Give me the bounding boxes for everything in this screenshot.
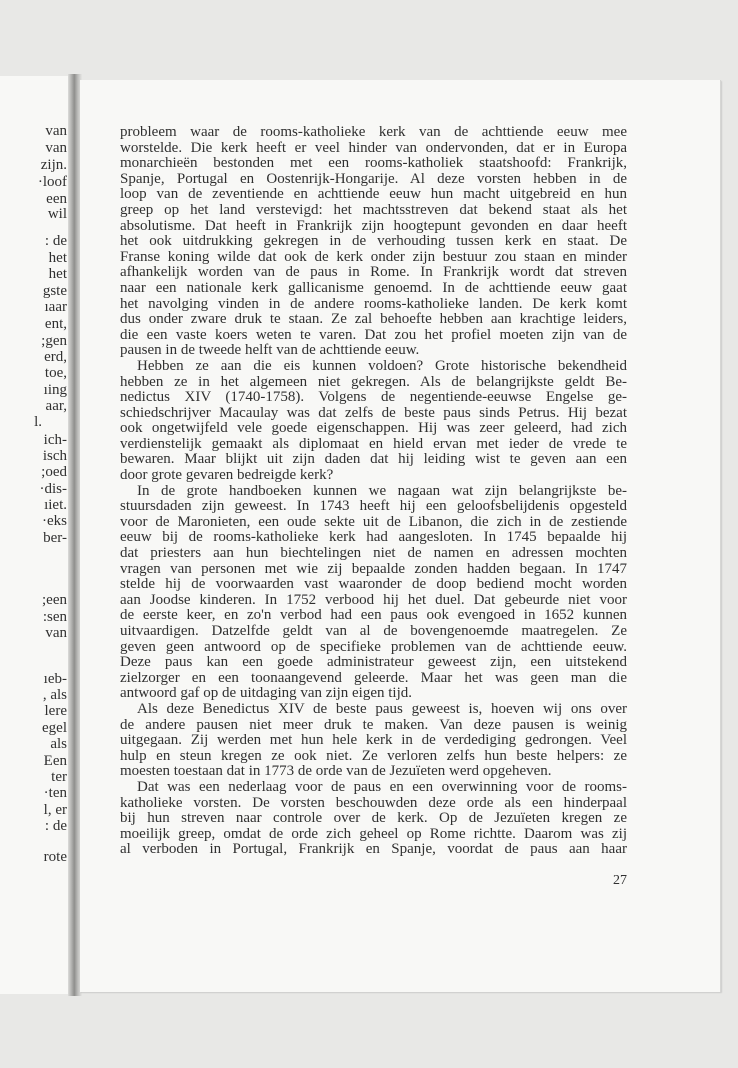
previous-page-fragment: van xyxy=(45,123,67,139)
text-line: verdienstelijk gemaakt als diplomaat en hield ervan met ieder de vrede te xyxy=(120,435,627,452)
previous-page-fragment: Een xyxy=(43,753,67,769)
text-line: loop van de zeventiende en achttiende eeuw hun macht uitgebreid en hun xyxy=(120,186,627,203)
previous-page-fragment: : de xyxy=(44,818,67,834)
text-line: die een vaste koers weten te varen. Dat zou het profiel moeten zijn van de xyxy=(120,326,627,343)
previous-page-fragment: van xyxy=(45,140,67,156)
text-line: voor de Maronieten, een oude sekte uit de Libanon, die zich in de zestiende xyxy=(120,513,627,530)
previous-page-fragment: egel xyxy=(42,720,67,736)
text-line: zielzorger en een toonaangevend geleerde. Maar het was geen man die xyxy=(120,669,627,686)
text-line: uitgegaan. Zij werden met hun hele kerk in de verdediging gedrongen. Veel xyxy=(120,732,627,749)
text-line: nedictus XIV (1740-1758). Volgens de negentiende-eeuwse Engelse ge- xyxy=(120,389,627,406)
text-line: geven geen antwoord op de specifieke problemen van de achttiende eeuw. xyxy=(120,638,627,655)
text-line: bewaren. Maar blijkt uit zijn daden dat hij leiding wist te geven aan een xyxy=(120,451,627,468)
previous-page-fragment: ·loof xyxy=(37,174,67,190)
previous-page-fragment: l. xyxy=(34,414,42,430)
previous-page-fragment: lere xyxy=(44,703,67,719)
text-line: afhankelijk worden van de paus in Rome. In Frankrijk wordt dat streven xyxy=(120,264,627,281)
previous-page-fragment: aar, xyxy=(45,398,67,414)
text-line: door grote gevaren bedreigde kerk? xyxy=(120,467,334,484)
text-line: hulp en steun kregen ze ook niet. Ze verloren zelfs hun beste helpers: ze xyxy=(120,747,627,764)
previous-page-fragment: ıiet. xyxy=(44,497,67,513)
text-line: aan Joodse kinderen. In 1752 verbood hij het duel. Dat gebeurde niet voor xyxy=(120,591,627,608)
previous-page-text-fragments xyxy=(0,0,67,1068)
previous-page-fragment: , als xyxy=(42,687,67,703)
text-line: Als deze Benedictus XIV de beste paus geweest is, hoeven wij ons over xyxy=(137,700,627,717)
text-line: dat priesters aan hun biechtelingen niet de namen en adressen mochten xyxy=(120,545,627,562)
text-line: ook ongetwijfeld vele goede eigenschappen. Hij was zeer geleerd, had zich xyxy=(120,420,627,437)
previous-page-fragment: ·eks xyxy=(42,513,67,529)
text-line: Franse koning wilde dat ook de kerk onder zijn bestuur zou staan en minder xyxy=(120,248,627,265)
previous-page-fragment: ;een xyxy=(42,592,67,608)
previous-page-fragment: ·ten xyxy=(43,785,67,801)
paragraph xyxy=(120,780,627,858)
text-line: antwoord gaf op de uitdaging van zijn eigen tijd. xyxy=(120,685,413,702)
text-line: Spanje, Portugal en Oostenrijk-Hongarije. Al deze vorsten hebben in de xyxy=(120,170,627,187)
text-line: stelde hij de voorwaarden vast waaronder de doop bediend mocht worden xyxy=(120,576,627,593)
text-line: worstelde. Die kerk heeft er veel hinder van ondervonden, dat er in Europa xyxy=(120,139,627,156)
text-line: bij hun streven naar controle over de kerk. Op de Jezuïeten kregen ze xyxy=(120,810,627,827)
text-line: greep op het land verstevigd: het machtsstreven dat bekend staat als het xyxy=(120,201,627,218)
previous-page-fragment: het xyxy=(48,250,67,266)
paragraph xyxy=(120,484,627,702)
paragraph xyxy=(120,125,627,359)
text-line: Deze paus kan een goede administrateur geweest zijn, een uitstekend xyxy=(120,654,627,671)
text-line: absolutisme. Dat heeft in Frankrijk zijn hoogtepunt gevonden en daar heeft xyxy=(120,217,627,234)
text-line: de eerste keer, en zo'n verbod had een paus ook evengoed in 1652 kunnen xyxy=(120,607,627,624)
previous-page-fragment: ·dis- xyxy=(39,481,67,497)
previous-page-fragment: ıing xyxy=(43,382,67,398)
text-line: schiedschrijver Macaulay was dat zelfs de beste paus sinds Petrus. Hij bezat xyxy=(120,404,627,421)
text-line: uitvaardigen. Datzelfde geldt van al de bovengenoemde maatregelen. Ze xyxy=(120,623,627,639)
previous-page-fragment: ich- xyxy=(43,432,67,448)
text-line: naar een nationale kerk gallicanisme genoemd. In de achttiende eeuw gaat xyxy=(120,279,627,296)
previous-page-fragment: ter xyxy=(51,769,67,785)
text-line: Dat was een nederlaag voor de paus en een overwinning voor de rooms- xyxy=(137,778,627,795)
previous-page-fragment: :sen xyxy=(42,609,67,625)
previous-page-fragment: van xyxy=(45,625,67,641)
text-line: het ook uitdrukking gekregen in de verhouding tussen kerk en staat. De xyxy=(120,233,627,250)
previous-page-fragment: isch xyxy=(42,448,67,464)
text-line: het navolging vinden in de andere rooms-katholieke landen. De kerk komt xyxy=(120,295,627,312)
text-line: vragen van personen met wie zij bepaalde zonden hadden begaan. In 1747 xyxy=(120,560,627,577)
previous-page-fragment: het xyxy=(48,266,67,282)
body-text xyxy=(120,125,627,858)
previous-page-fragment: een xyxy=(46,191,67,207)
text-line: katholieke vorsten. De vorsten beschouwden deze orde als een hinderpaal xyxy=(120,794,627,811)
text-line: al verboden in Portugal, Frankrijk en Spanje, voordat de paus aan haar xyxy=(120,841,627,858)
text-line: pausen in de tweede helft van de achttiende eeuw. xyxy=(120,342,420,359)
text-line: In de grote handboeken kunnen we nagaan wat zijn belangrijkste be- xyxy=(137,482,627,499)
text-line: stuursdaden zijn geweest. In 1743 heeft hij een geloofsbelijdenis opgesteld xyxy=(120,498,627,515)
text-line: monarchieën bestonden met een rooms-katholiek staatshoofd: Frankrijk, xyxy=(120,155,627,172)
text-line: eeuw bij de rooms-katholieke kerk had aangesloten. In 1745 bepaalde hij xyxy=(120,529,627,546)
previous-page-fragment: als xyxy=(50,736,67,752)
text-line: probleem waar de rooms-katholieke kerk van de achttiende eeuw mee xyxy=(120,124,627,140)
text-line: de andere pausen niet meer druk te maken. Van deze pausen is weinig xyxy=(120,716,627,733)
previous-page-fragment: ;oed xyxy=(41,464,67,480)
previous-page-fragment: ent, xyxy=(44,316,67,332)
text-line: dus onder zware druk te staan. Ze zal behoefte hebben aan krachtige leiders, xyxy=(120,311,627,328)
previous-page-fragment: ;gen xyxy=(41,333,67,349)
previous-page-fragment: : de xyxy=(44,233,67,249)
text-line: Hebben ze aan die eis kunnen voldoen? Grote historische bekendheid xyxy=(137,357,627,374)
previous-page-fragment: ber- xyxy=(43,530,67,546)
previous-page-fragment: rote xyxy=(43,849,67,865)
previous-page-fragment: l, er xyxy=(43,802,67,818)
previous-page-fragment: toe, xyxy=(44,365,67,381)
text-line: moesten toestaan dat in 1773 de orde van de Jezuïeten werd opgeheven. xyxy=(120,763,552,780)
previous-page-fragment: ıaar xyxy=(44,299,67,315)
text-line: hebben ze in het algemeen niet gekregen. Als de belangrijkste geldt Be- xyxy=(120,373,627,390)
previous-page-fragment: zijn. xyxy=(40,157,67,173)
paragraph xyxy=(120,702,627,780)
page-number: 27 xyxy=(613,873,627,888)
text-line: moeilijk greep, omdat de orde zich geheel op Rome richtte. Daarom was zij xyxy=(120,825,627,842)
previous-page-fragment: wil xyxy=(47,206,67,222)
previous-page-fragment: ıeb- xyxy=(43,671,67,687)
paragraph xyxy=(120,359,627,484)
previous-page-fragment: gste xyxy=(42,283,67,299)
previous-page-fragment: erd, xyxy=(44,349,67,365)
